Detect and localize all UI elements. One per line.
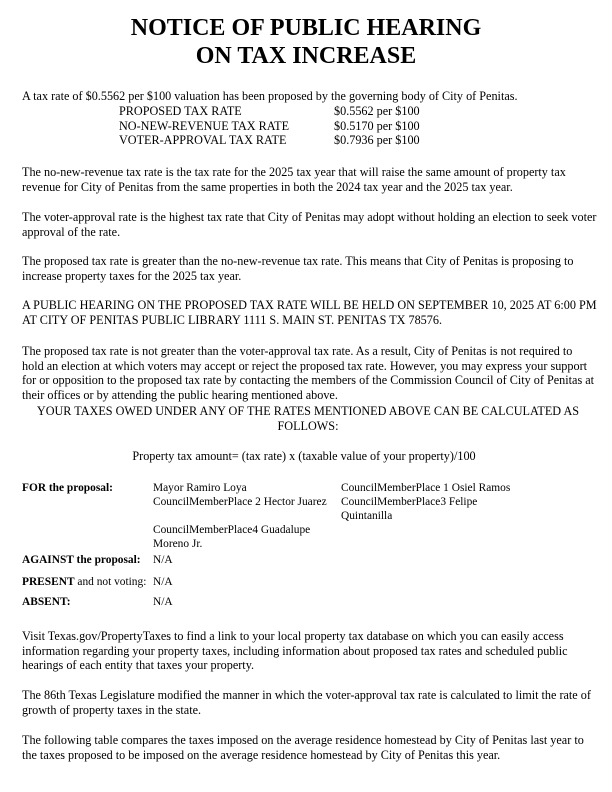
for-member: CouncilMemberPlace 1 Osiel Ramos	[341, 482, 511, 494]
rate-row-proposed	[119, 104, 420, 119]
intro-paragraph: A tax rate of $0.5562 per $100 valuation has been proposed by the governing body of City of Penitas.	[22, 89, 518, 103]
for-member: Quintanilla	[341, 510, 393, 522]
for-member: CouncilMemberPlace4 Guadalupe	[153, 524, 311, 536]
proposed-greater-paragraph: The proposed tax rate is greater than the no-new-revenue tax rate. This means that City of Penitas is proposing to increase property taxes for the 2025 tax year.	[22, 254, 574, 283]
against-label: AGAINST the proposal:	[22, 554, 141, 566]
absent-value: N/A	[153, 596, 173, 608]
for-member: Moreno Jr.	[153, 538, 203, 550]
present-label: PRESENT	[22, 576, 75, 588]
present-row	[22, 575, 146, 589]
for-spacer	[153, 509, 338, 523]
rate-value: $0.7936 per $100	[334, 133, 420, 148]
rate-label: PROPOSED TAX RATE	[119, 104, 242, 118]
rate-row-no-new-revenue	[119, 119, 420, 134]
table-intro-paragraph: The following table compares the taxes imposed on the average residence homestead by City of Penitas last year to the taxes proposed to be imposed on the average residence homestead by City of Penitas this year.	[22, 733, 584, 762]
title-line-1: NOTICE OF PUBLIC HEARING	[130, 15, 482, 41]
for-label: FOR the proposal:	[22, 482, 113, 494]
visit-paragraph: Visit Texas.gov/PropertyTaxes to find a link to your local property tax database on which you can easily access information regarding your property taxes, including information about proposed tax rates and scheduled public hearings of each entity that taxes your property.	[22, 629, 568, 673]
for-column-2	[341, 481, 541, 523]
voter-approval-paragraph: The voter-approval rate is the highest tax rate that City of Penitas may adopt without holding an election to seek voter approval of the rate.	[22, 210, 597, 239]
for-column-1	[153, 481, 338, 551]
against-row	[22, 553, 141, 567]
for-member: CouncilMemberPlace 2 Hector Juarez	[153, 496, 327, 508]
taxes-owed-paragraph: YOUR TAXES OWED UNDER ANY OF THE RATES MENTIONED ABOVE CAN BE CALCULATED AS FOLLOWS:	[36, 404, 580, 433]
rate-value: $0.5562 per $100	[334, 104, 420, 118]
hearing-paragraph: A PUBLIC HEARING ON THE PROPOSED TAX RATE WILL BE HELD ON SEPTEMBER 10, 2025 AT 6:00 PM AT CITY OF PENITAS PUBLIC LIBRARY 1111 S. MAIN ST. PENITAS TX 78576.	[22, 298, 597, 327]
tax-formula: Property tax amount= (tax rate) x (taxable value of your property)/100	[132, 449, 476, 463]
absent-label: ABSENT:	[22, 596, 71, 608]
not-greater-paragraph: The proposed tax rate is not greater than the voter-approval tax rate. As a result, City of Penitas is not required to hold an election at which voters may accept or reject the proposed tax rate. However, you may express your support for or opposition to the proposed tax rate by contacting the members of the Commission Council of City of Penitas at their offices or by attending the public hearing mentioned above.	[22, 344, 595, 402]
absent-row	[22, 595, 71, 609]
rate-value: $0.5170 per $100	[334, 118, 420, 133]
present-value: N/A	[153, 576, 173, 588]
rate-row-voter-approval	[119, 133, 420, 148]
against-value: N/A	[153, 554, 173, 566]
for-member: Mayor Ramiro Loya	[153, 482, 247, 494]
page-title	[0, 14, 612, 70]
for-member: CouncilMemberPlace3 Felipe	[341, 496, 478, 508]
no-new-revenue-paragraph: The no-new-revenue tax rate is the tax rate for the 2025 tax year that will raise the same amount of property tax revenue for City of Penitas from the same properties in both the 2024 tax year and the 2025 tax year.	[22, 165, 566, 194]
rate-label: VOTER-APPROVAL TAX RATE	[119, 133, 287, 148]
rates-table	[119, 104, 420, 148]
legislature-paragraph: The 86th Texas Legislature modified the manner in which the voter-approval tax rate is calculated to limit the rate of growth of property taxes in the state.	[22, 688, 591, 717]
present-label-rest: and not voting:	[74, 576, 147, 588]
title-line-2: ON TAX INCREASE	[195, 43, 417, 69]
rate-label: NO-NEW-REVENUE TAX RATE	[119, 118, 290, 133]
